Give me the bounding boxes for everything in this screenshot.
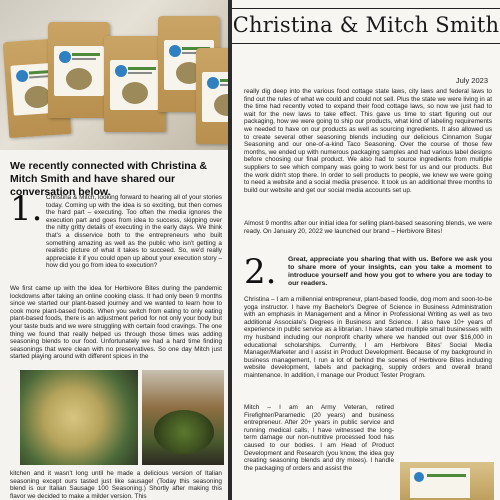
- article-headline: We recently connected with Christina & Mitch Smith and have shared our conversation below.: [10, 160, 208, 198]
- answer-1-continued: kitchen and it wasn't long until he made a delicious version of Italian seasoning except ours tasted just like sausage! (Today this seasoning blend is our Italian Sausage 100 Seasoning.) Shortly after making this flavor we decided to make a milder version. This: [10, 470, 222, 500]
- paragraph-mitch: Mitch – I am an Army Veteran, retired Firefighter/Paramedic (20 years) and business entrepreneur. After 20+ years in public service and running medical calls, I have witnessed the long-term damage our non-nutritive processed food has caused to our bodies. I am Head of Product Development and Research (you know, the idea guy creating seasoning blends and dry mixes). I handle the packaging of orders and assist the: [244, 404, 394, 472]
- issue-date: July 2023: [455, 76, 488, 85]
- left-column: [0, 0, 228, 500]
- paragraph-execution: really dig deep into the various food cottage state laws, city laws and federal laws to find out the rules of what we could and could not sell. Plus the state we were living in at the time had recently voted to expand their food cottage laws, so now we just had to wait for the new laws to take effect. This gave us time to start figuring out our packaging, how we were going to ship our products, what kind of labeling requirements we needed to have on our products as well as sourcing ingredients. It also allowed us to create several other seasoning blends including our delicious Cinnamon Sugar Seasoning and our one-of-a-kind Taco Seasoning. Over the course of those few months, we ended up with numerous packaging samples and had various label designs before choosing our final product. We also had to source ingredients from multiple suppliers to see which company was going to work best for us and our products. But the work didn't stop there. In order to sell products to people, we knew we were going to need a website and a social media presence. It took us an additional three months to build our website and get our social media accounts set up.: [244, 88, 492, 194]
- question-2-number: 2.: [244, 252, 277, 292]
- pasta-dish-image: [20, 370, 138, 465]
- seasoning-bag-image: [400, 462, 494, 500]
- right-column: [232, 0, 500, 500]
- question-1-number: 1.: [10, 189, 43, 229]
- paragraph-launch: Almost 9 months after our initial idea for selling plant-based seasoning blends, we were ready. On January 20, 2022 we launched our brand – Herbivore Bites!: [244, 220, 492, 235]
- answer-1-text: We first came up with the idea for Herbivore Bites during the pandemic lockdowns after taking an online cooking class. It had only been 9 months since we started our plant-based journey and we wanted to learn how to cook more plant-based foods. When you switch from eating to only eating plant-based foods, there is an adjustment period for not only your body but your taste buds and we were struggling with certain food cravings. The one thing we found that really helped us through those times was adding seasoning blends to our food. Unfortunately we had a hard time finding seasonings that were clean with no preservatives. So one day Mitch just started playing around with different spices in the: [10, 285, 222, 361]
- question-2-text: Great, appreciate you sharing that with us. Before we ask you to share more of your insights, can you take a moment to introduce yourself and how you got to where you are today to our readers.: [288, 256, 492, 287]
- question-1-text: Christina & Mitch, looking forward to hearing all of your stories today. Coming up with the idea is so exciting, but then comes the hard part – executing. Too often the media ignores the execution part and goes from idea to success, skipping over the nitty gritty details of executing in the early days. We think that's a disservice both to the entrepreneurs who built something amazing as well as the public who isn't getting a realistic picture of what it takes to succeed. So, we'd really appreciate it if you could open up about your execution story – how did you go from idea to execution?: [46, 194, 222, 270]
- paragraph-christina: Christina – I am a millennial entrepreneur, plant-based foodie, dog mom and soon-to-be yoga instructor. I have my Bachelor's Degree of Science in Business Administration with an emphasis in Management and a Minor in Professional Writing as well as two additional Associate's Degrees in Business and Science. I also have 10+ years of experience in public service as a librarian. I have started multiple small businesses with my husband including our nonprofit charity where we handed out over $16,000 in educational scholarships. Currently, I am Herbivore Bites' Social Media Manager/Marketer and I assist in Product Development. Because of my background in business management, I run a lot of behind the scenes of Herbivore Bites including website development, labels and packaging, supply orders and overall brand maintenance. In addition, I manage our Product Tester Program.: [244, 296, 492, 379]
- product-bags-photo: [0, 0, 228, 150]
- page-title: Christina & Mitch Smith: [232, 13, 500, 37]
- bowl-dish-image: [142, 370, 224, 465]
